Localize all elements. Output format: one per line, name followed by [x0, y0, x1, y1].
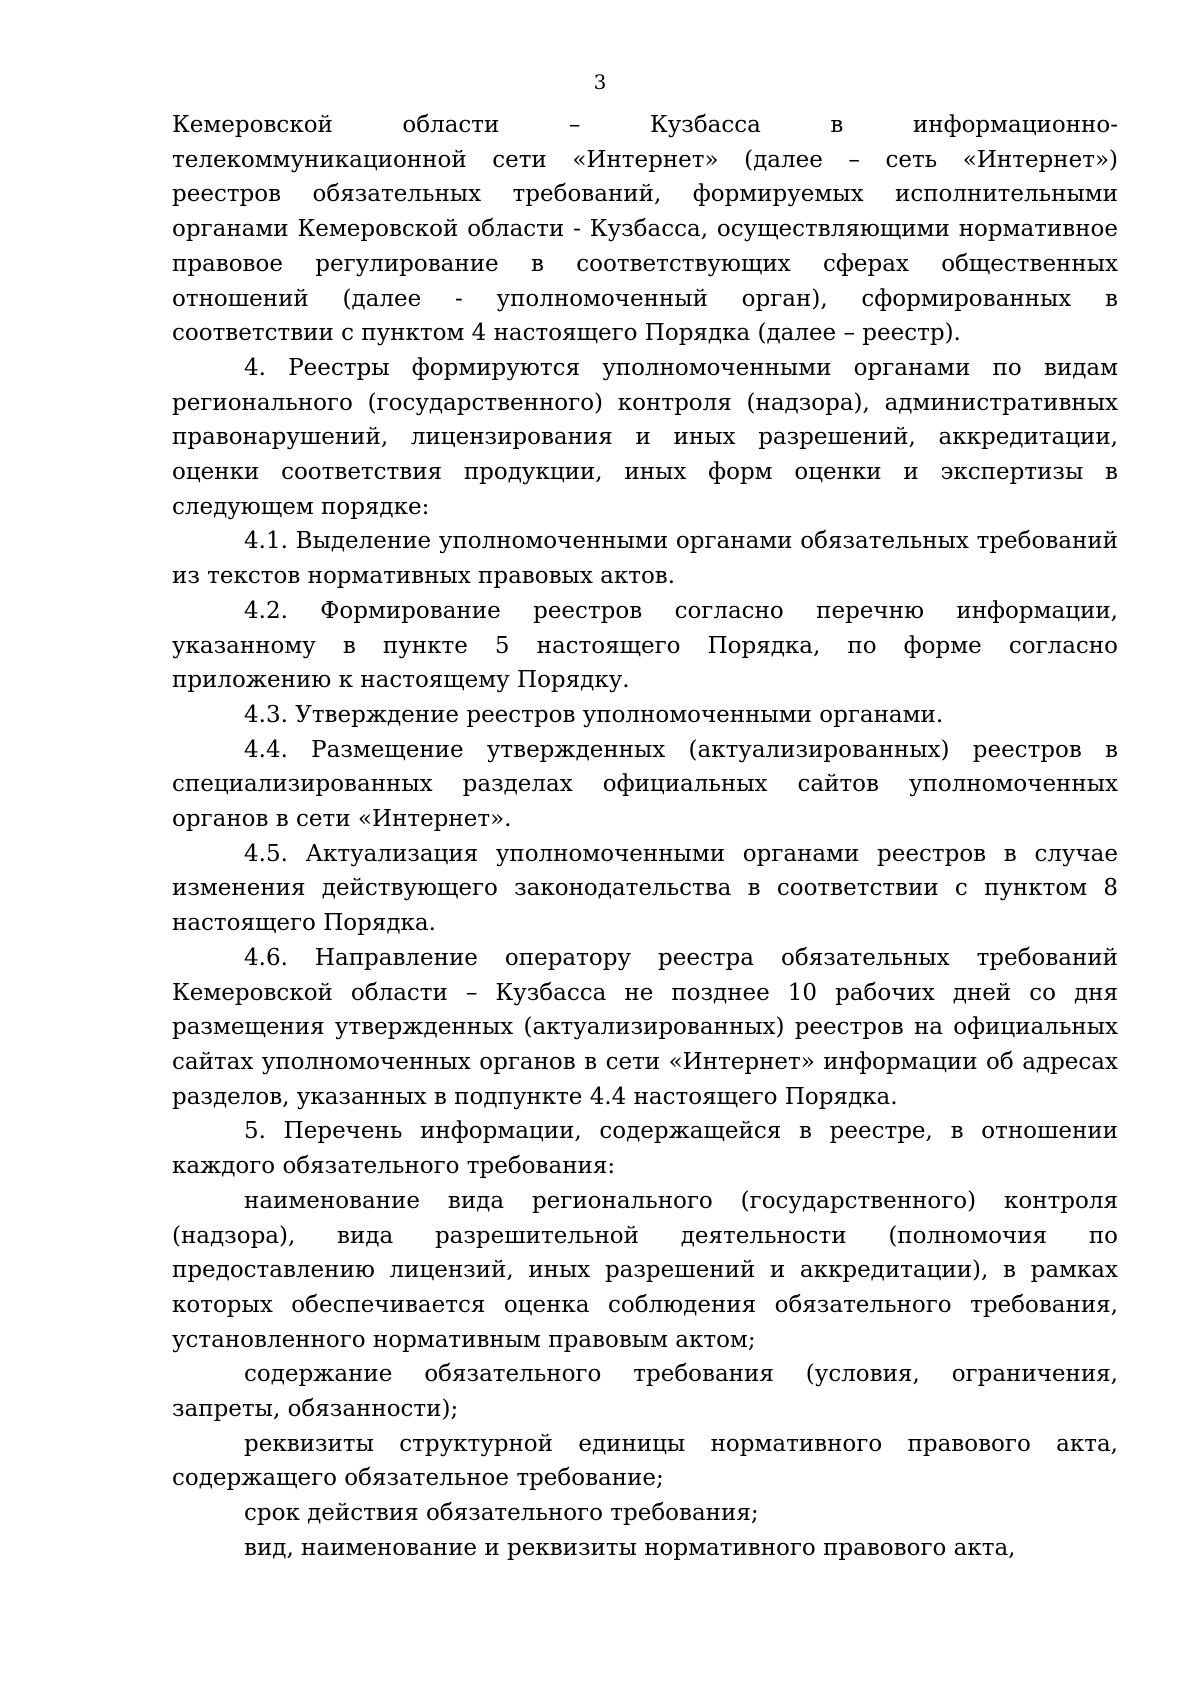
paragraph-5: 5. Перечень информации, содержащейся в реестре, в отношении каждого обязательного требования: [172, 1118, 1118, 1180]
paragraph-4-5: 4.5. Актуализация уполномоченными органами реестров в случае изменения действующего законодательства в соответствии с пунктом 8 настоящего Порядка. [172, 840, 1118, 937]
list-item-structural-unit: реквизиты структурной единицы нормативного правового акта, содержащего обязательное требование; [172, 1430, 1118, 1492]
paragraph-4-3: 4.3. Утверждение реестров уполномоченными органами. [244, 701, 944, 728]
document-body [172, 108, 1118, 1566]
list-item-validity-period: срок действия обязательного требования; [244, 1500, 759, 1527]
paragraph-4-6: 4.6. Направление оператору реестра обязательных требований Кемеровской области – Кузбасса не позднее 10 рабочих дней со дня размещения утвержденных (актуализированных) реестров на официальных сайтах уполномоченных органов в сети «Интернет» информации об адресах разделов, указанных в подпункте 4.4 настоящего Порядка. [172, 944, 1118, 1110]
paragraph-first-line: Кемеровской области – Кузбасса в информационно- [172, 112, 1118, 138]
page-number: 3 [593, 70, 607, 94]
list-item-act-details: вид, наименование и реквизиты нормативного правового акта, [244, 1534, 1016, 1561]
list-item-control-type: наименование вида регионального (государственного) контроля (надзора), вида разрешительной деятельности (полномочия по предоставлению лицензий, иных разрешений и аккредитации), в рамках которых обеспечивается оценка соблюдения обязательного требования, установленного нормативным правовым актом; [172, 1187, 1118, 1353]
paragraph-continuation [172, 108, 1118, 351]
paragraph-4-1: 4.1. Выделение уполномоченными органами обязательных требований из текстов нормативных правовых актов. [172, 528, 1118, 590]
paragraph-4-4: 4.4. Размещение утвержденных (актуализированных) реестров в специализированных разделах официальных сайтов уполномоченных органов в сети «Интернет». [172, 736, 1118, 833]
paragraph-4: 4. Реестры формируются уполномоченными органами по видам регионального (государственного) контроля (надзора), административных правонарушений, лицензирования и иных разрешений, аккредитации, оценки соответствия продукции, иных форм оценки и экспертизы в следующем порядке: [172, 354, 1118, 520]
list-item-requirement-content: содержание обязательного требования (условия, ограничения, запреты, обязанности); [172, 1361, 1118, 1423]
paragraph-4-2: 4.2. Формирование реестров согласно перечню информации, указанному в пункте 5 настоящего Порядка, по форме согласно приложению к настоящему Порядку. [172, 597, 1118, 694]
paragraph-rest: телекоммуникационной сети «Интернет» (далее – сеть «Интернет») реестров обязательных требований, формируемых исполнительными органами Кемеровской области - Кузбасса, осуществляющими нормативное правовое регулирование в соответствующих сферах общественных отношений (далее - уполномоченный орган), сформированных в соответствии с пунктом 4 настоящего Порядка (далее – реестр). [172, 146, 1118, 347]
